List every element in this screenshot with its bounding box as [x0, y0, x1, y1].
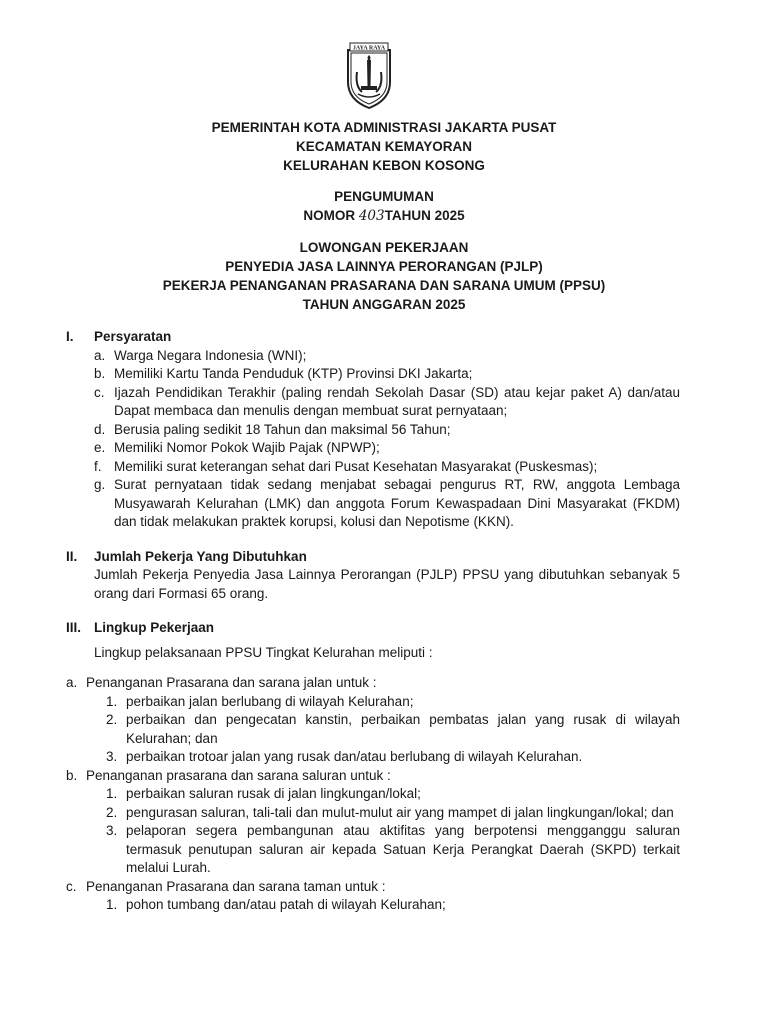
announcement-number: NOMOR 403TAHUN 2025 — [303, 208, 465, 224]
header-line-subdistrict: KELURAHAN KEBON KOSONG — [283, 158, 485, 173]
list-item: b. Memiliki Kartu Tanda Penduduk (KTP) Provinsi DKI Jakarta; — [94, 366, 473, 381]
announcement-label: PENGUMUMAN — [334, 189, 434, 204]
list-item: c. Ijazah Pendidikan Terakhir (paling rendah Sekolah Dasar (SD) atau kejar paket A) dan/atau Dapat membaca dan menulis dengan membuat surat pernyataan; — [94, 384, 680, 418]
workers-needed-text: Jumlah Pekerja Penyedia Jasa Lainnya Perorangan (PJLP) PPSU yang dibutuhkan sebanyak 5 orang dari Formasi 65 orang. — [94, 567, 680, 601]
list-item: 2. perbaikan dan pengecatan kanstin, perbaikan pembatas jalan yang rusak di wilayah Kelurahan; dan — [106, 712, 680, 746]
jakarta-emblem-icon — [344, 42, 394, 110]
list-item: e. Memiliki Nomor Pokok Wajib Pajak (NPWP); — [94, 440, 380, 455]
scope-group: b. Penanganan prasarana dan sarana saluran untuk : — [66, 767, 391, 783]
title-line-2: PENYEDIA JASA LAINNYA PERORANGAN (PJLP) — [225, 259, 543, 274]
scope-intro: Lingkup pelaksanaan PPSU Tingkat Kelurahan meliputi : — [94, 644, 433, 660]
list-item: 1. perbaikan saluran rusak di jalan lingkungan/lokal; — [106, 786, 421, 801]
list-item: f. Memiliki surat keterangan sehat dari Pusat Kesehatan Masyarakat (Puskesmas); — [94, 458, 598, 474]
document-header — [0, 118, 768, 314]
requirements-list — [66, 347, 680, 532]
header-line-district: KECAMATAN KEMAYORAN — [295, 139, 472, 154]
list-item: 2. pengurasan saluran, tali-tali dan mulut-mulut air yang mampet di jalan lingkungan/lokal; dan — [106, 804, 674, 820]
title-line-4: TAHUN ANGGARAN 2025 — [302, 297, 466, 312]
title-line-1: LOWONGAN PEKERJAAN — [299, 240, 469, 255]
section-workers-needed-title: II. Jumlah Pekerja Yang Dibutuhkan — [66, 548, 307, 564]
list-item: g. Surat pernyataan tidak sedang menjabat sebagai pengurus RT, RW, anggota Lembaga Musyawarah Kelurahan (LMK) dan anggota Forum Kewaspadaan Dini Masyarakat (FKDM) dan tidak melakukan praktek korupsi, kolusi dan Nepotisme (KKN). — [94, 477, 680, 529]
list-item: 1. pohon tumbang dan/atau patah di wilayah Kelurahan; — [106, 897, 446, 912]
header-line-government: PEMERINTAH KOTA ADMINISTRASI JAKARTA PUSAT — [211, 120, 557, 135]
scope-group: c. Penanganan Prasarana dan sarana taman untuk : — [66, 878, 386, 894]
logo-banner-text: JAYA RAYA — [352, 45, 386, 52]
list-item: a. Warga Negara Indonesia (WNI); — [94, 347, 307, 363]
scope-list — [66, 674, 680, 915]
scope-group: a. Penanganan Prasarana dan sarana jalan untuk : — [66, 675, 377, 690]
list-item: 3. perbaikan trotoar jalan yang rusak dan/atau berlubang di wilayah Kelurahan. — [106, 749, 583, 764]
section-scope-title: III. Lingkup Pekerjaan — [66, 620, 215, 635]
title-line-3: PEKERJA PENANGANAN PRASARANA DAN SARANA UMUM (PPSU) — [162, 278, 606, 293]
list-item: 3. pelaporan segera pembangunan atau aktifitas yang berpotensi mengganggu saluran termasuk penutupan saluran air kepada Satuan Kerja Perangkat Daerah (SKPD) terkait melalui Lurah. — [106, 823, 680, 875]
handwritten-number: 403 — [358, 208, 385, 224]
list-item: 1. perbaikan jalan berlubang di wilayah Kelurahan; — [106, 693, 414, 709]
section-requirements-title: I. Persyaratan — [66, 329, 172, 344]
document-body — [66, 328, 680, 915]
list-item: d. Berusia paling sedikit 18 Tahun dan maksimal 56 Tahun; — [94, 421, 451, 437]
